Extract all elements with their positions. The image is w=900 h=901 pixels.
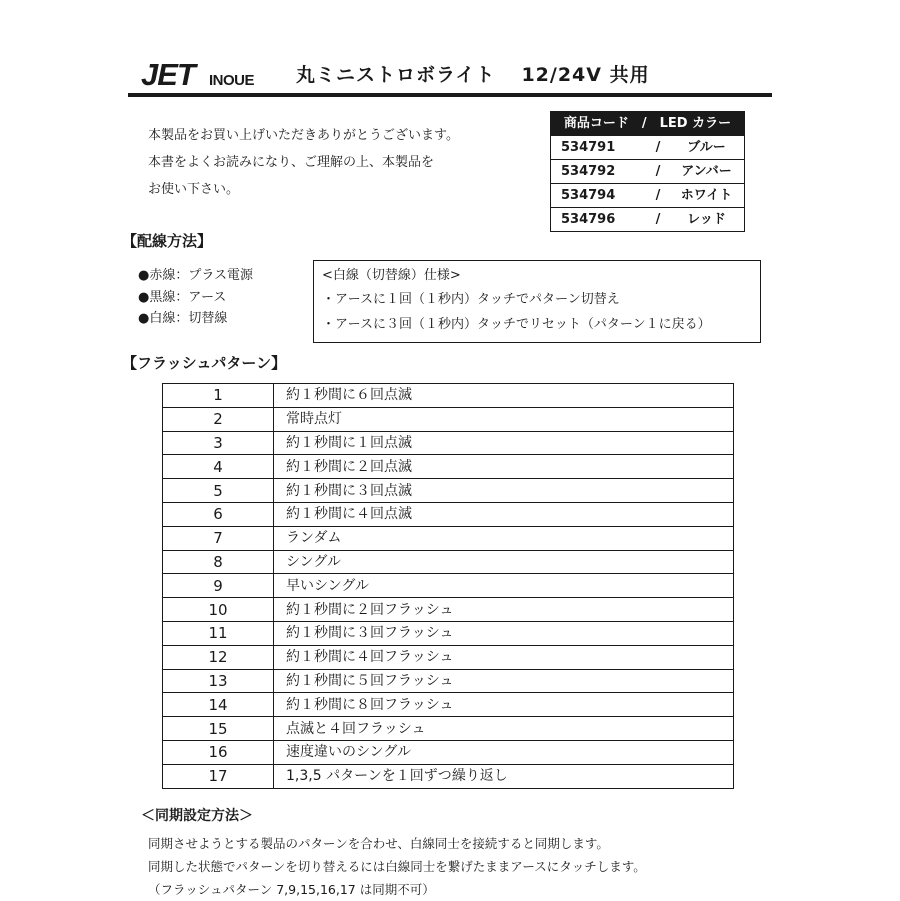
intro-line: 本書をよくお読みになり、ご理解の上、本製品を (148, 155, 435, 170)
wire-list (138, 265, 253, 330)
table-row (163, 431, 734, 455)
product-code-header: 商品コード / LED カラー (551, 112, 744, 135)
pattern-number: 10 (163, 598, 274, 622)
wire-item: ●赤線：プラス電源 (138, 268, 253, 283)
table-row (163, 621, 734, 645)
pattern-description: 点滅と４回フラッシュ (274, 717, 734, 741)
sync-line: 同期した状態でパターンを切り替えるには白線同士を繋げたままアースにタッチします。 (148, 859, 646, 874)
pattern-description: 約１秒間に４回点滅 (274, 502, 734, 526)
pattern-description: 1,3,5 パターンを１回ずつ繰り返し (274, 764, 734, 788)
separator: / (655, 164, 661, 179)
led-color: レッド (687, 212, 726, 227)
sync-heading: ＜同期設定方法＞ (141, 808, 253, 824)
pattern-number: 4 (163, 455, 274, 479)
jet-inoue-logo (141, 60, 269, 88)
pattern-number: 9 (163, 574, 274, 598)
pattern-number: 15 (163, 717, 274, 741)
wire-item: ●白線：切替線 (138, 311, 228, 326)
table-row (163, 598, 734, 622)
pattern-number: 6 (163, 502, 274, 526)
pattern-number: 14 (163, 693, 274, 717)
pattern-number: 1 (163, 384, 274, 408)
led-color: ホワイト (680, 188, 733, 203)
product-code-row (551, 183, 744, 207)
pattern-description: 約１秒間に１回点滅 (274, 431, 734, 455)
table-row (163, 717, 734, 741)
pattern-description: 約１秒間に６回点滅 (274, 384, 734, 408)
separator: / (655, 212, 661, 227)
led-color: アンバー (681, 164, 732, 179)
pattern-description: 約１秒間に５回フラッシュ (274, 669, 734, 693)
header-rule (128, 93, 772, 97)
intro-text (148, 122, 459, 203)
flash-pattern-table (162, 383, 734, 789)
pattern-number: 7 (163, 526, 274, 550)
table-row (163, 407, 734, 431)
pattern-number: 5 (163, 479, 274, 503)
spec-line: ・アースに１回（１秒内）タッチでパターン切替え (322, 292, 620, 307)
code: 534792 (561, 164, 616, 179)
table-row (163, 669, 734, 693)
table-row (163, 693, 734, 717)
table-row (163, 574, 734, 598)
pattern-description: 約１秒間に３回フラッシュ (274, 621, 734, 645)
pattern-number: 2 (163, 407, 274, 431)
pattern-number: 13 (163, 669, 274, 693)
pattern-number: 12 (163, 645, 274, 669)
pattern-description: 約１秒間に４回フラッシュ (274, 645, 734, 669)
pattern-description: 速度違いのシングル (274, 740, 734, 764)
wire-item: ●黒線：アース (138, 289, 227, 305)
sync-instructions (148, 832, 646, 901)
svg-text:JET: JET (141, 60, 195, 88)
table-row (163, 455, 734, 479)
pattern-number: 11 (163, 621, 274, 645)
spec-line: ・アースに３回（１秒内）タッチでリセット（パターン１に戻る） (322, 317, 711, 332)
pattern-description: シングル (274, 550, 734, 574)
table-row (163, 764, 734, 788)
pattern-description: ランダム (274, 526, 734, 550)
sync-line: 同期させようとする製品のパターンを合わせ、白線同士を接続すると同期します。 (148, 836, 609, 851)
voltage-label: 12/24V 共用 (521, 64, 650, 86)
pattern-number: 3 (163, 431, 274, 455)
code: 534791 (561, 140, 616, 155)
intro-line: お使い下さい。 (148, 182, 240, 197)
pattern-description: 約１秒間に８回フラッシュ (274, 693, 734, 717)
svg-text:INOUE: INOUE (209, 72, 255, 88)
spec-title: <白線（切替線）仕様> (322, 268, 461, 283)
sync-line: （フラッシュパターン 7,9,15,16,17 は同期不可） (148, 882, 435, 897)
product-code-table (550, 111, 745, 232)
pattern-number: 8 (163, 550, 274, 574)
page-title (296, 60, 650, 87)
white-wire-spec-box (313, 260, 761, 343)
pattern-description: 約１秒間に２回フラッシュ (274, 598, 734, 622)
table-row (163, 384, 734, 408)
table-row (163, 502, 734, 526)
led-color: ブルー (687, 140, 726, 155)
table-row (163, 479, 734, 503)
table-row (163, 550, 734, 574)
table-row (163, 645, 734, 669)
pattern-description: 約１秒間に２回点滅 (274, 455, 734, 479)
separator: / (655, 188, 661, 203)
pattern-description: 約１秒間に３回点滅 (274, 479, 734, 503)
pattern-number: 16 (163, 740, 274, 764)
product-code-row (551, 159, 744, 183)
intro-line: 本製品をお買い上げいただきありがとうございます。 (148, 128, 459, 143)
table-row (163, 526, 734, 550)
pattern-description: 早いシングル (274, 574, 734, 598)
separator: / (655, 140, 661, 155)
flash-pattern-heading: 【フラッシュパターン】 (122, 354, 287, 372)
code: 534794 (561, 188, 616, 203)
product-code-row (551, 207, 744, 231)
wiring-heading: 【配線方法】 (122, 232, 213, 250)
product-name: 丸ミニストロボライト (296, 64, 496, 86)
pattern-number: 17 (163, 764, 274, 788)
table-row (163, 740, 734, 764)
pattern-description: 常時点灯 (274, 407, 734, 431)
code: 534796 (561, 212, 616, 227)
product-code-row (551, 135, 744, 159)
